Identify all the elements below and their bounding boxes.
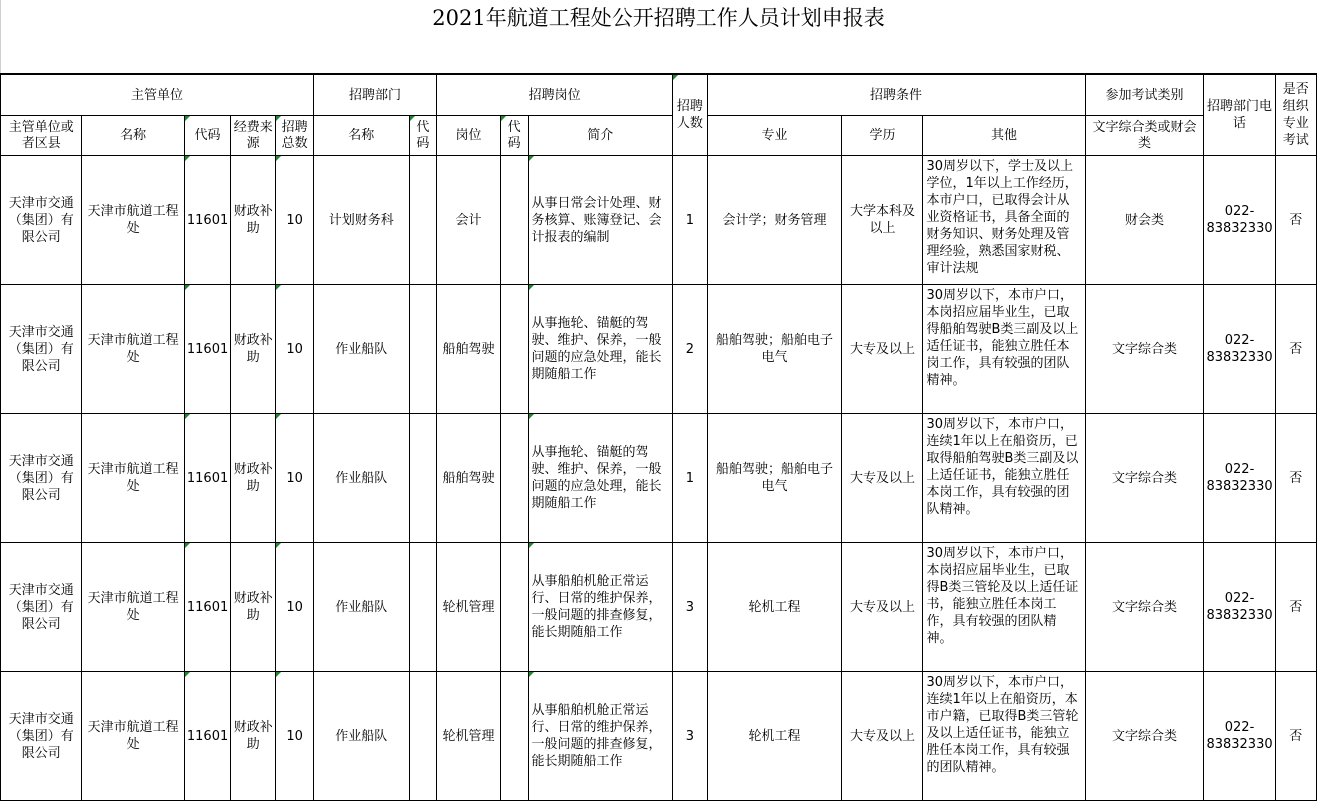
- table-row: [1, 156, 1317, 285]
- cell-major[interactable]: 会计学；财务管理: [707, 156, 842, 285]
- cell-total[interactable]: 10: [276, 672, 314, 801]
- table-row: [1, 672, 1317, 801]
- subheader-total[interactable]: 招聘总数: [276, 116, 314, 156]
- cell-post-intro[interactable]: 从事日常会计处理、财务核算、账簿登记、会计报表的编制: [528, 156, 673, 285]
- cell-dept[interactable]: 作业船队: [313, 285, 409, 414]
- cell-district[interactable]: 天津市交通（集团）有限公司: [1, 156, 82, 285]
- cell-total[interactable]: 10: [276, 414, 314, 543]
- table-row: [1, 414, 1317, 543]
- cell-phone[interactable]: 022-83832330: [1204, 156, 1275, 285]
- cell-other[interactable]: 30周岁以下，本市户口，本岗招应届毕业生，已取得船舶驾驶B类三副及以上适任证书，能独立胜任本岗工作，具有较强的团队精神。: [923, 285, 1085, 414]
- cell-post-intro[interactable]: 从事拖轮、锚艇的驾驶、维护、保养，一般问题的应急处理，能长期随船工作: [528, 414, 673, 543]
- cell-post-intro[interactable]: 从事拖轮、锚艇的驾驶、维护、保养，一般问题的应急处理，能长期随船工作: [528, 285, 673, 414]
- header-dept[interactable]: 招聘部门: [313, 75, 436, 116]
- header-exam[interactable]: 参加考试类别: [1085, 75, 1204, 116]
- cell-major[interactable]: 轮机工程: [707, 543, 842, 672]
- cell-unit-name[interactable]: 天津市航道工程处: [82, 156, 184, 285]
- header-post[interactable]: 招聘岗位: [437, 75, 673, 116]
- cell-major[interactable]: 船舶驾驶；船舶电子电气: [707, 414, 842, 543]
- cell-phone[interactable]: 022-83832330: [1204, 543, 1275, 672]
- header-row-sub: [1, 116, 1317, 156]
- subheader-other[interactable]: 其他: [923, 116, 1085, 156]
- subheader-exam-type[interactable]: 文字综合类或财会类: [1085, 116, 1204, 156]
- subheader-dept-name[interactable]: 名称: [313, 116, 409, 156]
- cell-dept[interactable]: 计划财务科: [313, 156, 409, 285]
- cell-count[interactable]: 3: [673, 672, 707, 801]
- cell-total[interactable]: 10: [276, 156, 314, 285]
- cell-dept-code[interactable]: [409, 672, 437, 801]
- cell-post[interactable]: 轮机管理: [437, 543, 501, 672]
- cell-total[interactable]: 10: [276, 543, 314, 672]
- cell-district[interactable]: 天津市交通（集团）有限公司: [1, 672, 82, 801]
- cell-exam[interactable]: 文字综合类: [1085, 414, 1204, 543]
- cell-fund[interactable]: 财政补助: [231, 285, 276, 414]
- cell-unit-name[interactable]: 天津市航道工程处: [82, 285, 184, 414]
- subheader-major[interactable]: 专业: [707, 116, 842, 156]
- subheader-post-intro[interactable]: 简介: [528, 116, 673, 156]
- cell-org-exam[interactable]: 否: [1275, 672, 1316, 801]
- cell-count[interactable]: 3: [673, 543, 707, 672]
- cell-edu[interactable]: 大专及以上: [842, 672, 923, 801]
- cell-total[interactable]: 10: [276, 285, 314, 414]
- cell-fund[interactable]: 财政补助: [231, 672, 276, 801]
- table-row: [1, 285, 1317, 414]
- table-row: [1, 543, 1317, 672]
- cell-post[interactable]: 会计: [437, 156, 501, 285]
- cell-dept-code[interactable]: [409, 543, 437, 672]
- header-row-groups: [1, 75, 1317, 116]
- cell-post-intro[interactable]: 从事船舶机舱正常运行、日常的维护保养，一般问题的排查修复，能长期随船工作: [528, 543, 673, 672]
- cell-unit-name[interactable]: 天津市航道工程处: [82, 414, 184, 543]
- cell-post[interactable]: 船舶驾驶: [437, 414, 501, 543]
- cell-district[interactable]: 天津市交通（集团）有限公司: [1, 285, 82, 414]
- subheader-post-name[interactable]: 岗位: [437, 116, 501, 156]
- header-org-exam[interactable]: 是否组织专业考试: [1275, 75, 1316, 156]
- subheader-unit-code[interactable]: 代码: [184, 116, 230, 156]
- cell-post-code[interactable]: [500, 414, 528, 543]
- cell-post-code[interactable]: [500, 156, 528, 285]
- cell-other[interactable]: 30周岁以下，学士及以上学位，1年以上工作经历，本市户口，已取得会计从业资格证书，具备全面的财务知识、财务处理及管理经验，熟悉国家财税、审计法规: [923, 156, 1085, 285]
- cell-post[interactable]: 船舶驾驶: [437, 285, 501, 414]
- cell-dept[interactable]: 作业船队: [313, 543, 409, 672]
- cell-major[interactable]: 船舶驾驶；船舶电子电气: [707, 285, 842, 414]
- cell-org-exam[interactable]: 否: [1275, 414, 1316, 543]
- cell-unit-code[interactable]: 11601: [184, 672, 230, 801]
- header-conditions[interactable]: 招聘条件: [707, 75, 1085, 116]
- cell-fund[interactable]: 财政补助: [231, 156, 276, 285]
- cell-count[interactable]: 2: [673, 285, 707, 414]
- cell-phone[interactable]: 022-83832330: [1204, 414, 1275, 543]
- cell-post-intro[interactable]: 从事船舶机舱正常运行、日常的维护保养，一般问题的排查修复，能长期随船工作: [528, 672, 673, 801]
- subheader-post-code[interactable]: 代码: [500, 116, 528, 156]
- cell-unit-name[interactable]: 天津市航道工程处: [82, 543, 184, 672]
- cell-unit-name[interactable]: 天津市航道工程处: [82, 672, 184, 801]
- cell-post-code[interactable]: [500, 543, 528, 672]
- cell-post[interactable]: 轮机管理: [437, 672, 501, 801]
- cell-count[interactable]: 1: [673, 156, 707, 285]
- cell-org-exam[interactable]: 否: [1275, 543, 1316, 672]
- cell-exam[interactable]: 财会类: [1085, 156, 1204, 285]
- cell-unit-code[interactable]: 11601: [184, 543, 230, 672]
- cell-phone[interactable]: 022-83832330: [1204, 285, 1275, 414]
- subheader-unit-name[interactable]: 名称: [82, 116, 184, 156]
- cell-dept-code[interactable]: [409, 285, 437, 414]
- cell-fund[interactable]: 财政补助: [231, 543, 276, 672]
- cell-dept[interactable]: 作业船队: [313, 414, 409, 543]
- cell-exam[interactable]: 文字综合类: [1085, 543, 1204, 672]
- cell-count[interactable]: 1: [673, 414, 707, 543]
- cell-unit-code[interactable]: 11601: [184, 156, 230, 285]
- cell-fund[interactable]: 财政补助: [231, 414, 276, 543]
- cell-edu[interactable]: 大学本科及以上: [842, 156, 923, 285]
- cell-exam[interactable]: 文字综合类: [1085, 672, 1204, 801]
- cell-phone[interactable]: 022-83832330: [1204, 672, 1275, 801]
- subheader-edu[interactable]: 学历: [842, 116, 923, 156]
- cell-exam[interactable]: 文字综合类: [1085, 285, 1204, 414]
- cell-edu[interactable]: 大专及以上: [842, 543, 923, 672]
- cell-dept-code[interactable]: [409, 156, 437, 285]
- subheader-fund[interactable]: 经费来源: [231, 116, 276, 156]
- cell-other[interactable]: 30周岁以下，本市户口，连续1年以上在船资历，本市户籍，已取得B类三管轮及以上适任证书，能独立胜任本岗工作，具有较强的团队精神。: [923, 672, 1085, 801]
- cell-dept-code[interactable]: [409, 414, 437, 543]
- subheader-dept-code[interactable]: 代码: [409, 116, 437, 156]
- cell-unit-code[interactable]: 11601: [184, 285, 230, 414]
- subheader-district[interactable]: 主管单位或者区县: [1, 116, 82, 156]
- cell-other[interactable]: 30周岁以下，本市户口，本岗招应届毕业生，已取得B类三管轮及以上适任证书，能独立胜任本岗工作，具有较强的团队精神。: [923, 543, 1085, 672]
- cell-major[interactable]: 轮机工程: [707, 672, 842, 801]
- cell-post-code[interactable]: [500, 285, 528, 414]
- cell-district[interactable]: 天津市交通（集团）有限公司: [1, 543, 82, 672]
- header-phone[interactable]: 招聘部门电话: [1204, 75, 1275, 156]
- header-unit[interactable]: 主管单位: [1, 75, 314, 116]
- header-count[interactable]: 招聘人数: [673, 75, 707, 156]
- cell-district[interactable]: 天津市交通（集团）有限公司: [1, 414, 82, 543]
- cell-edu[interactable]: 大专及以上: [842, 414, 923, 543]
- page-title[interactable]: 2021年航道工程处公开招聘工作人员计划申报表: [0, 0, 1317, 74]
- cell-other[interactable]: 30周岁以下，本市户口，连续1年以上在船资历，已取得船舶驾驶B类三副及以上适任证书，能独立胜任本岗工作，具有较强的团队精神。: [923, 414, 1085, 543]
- cell-dept[interactable]: 作业船队: [313, 672, 409, 801]
- cell-edu[interactable]: 大专及以上: [842, 285, 923, 414]
- cell-org-exam[interactable]: 否: [1275, 156, 1316, 285]
- recruitment-table: [0, 74, 1317, 801]
- cell-org-exam[interactable]: 否: [1275, 285, 1316, 414]
- cell-unit-code[interactable]: 11601: [184, 414, 230, 543]
- cell-post-code[interactable]: [500, 672, 528, 801]
